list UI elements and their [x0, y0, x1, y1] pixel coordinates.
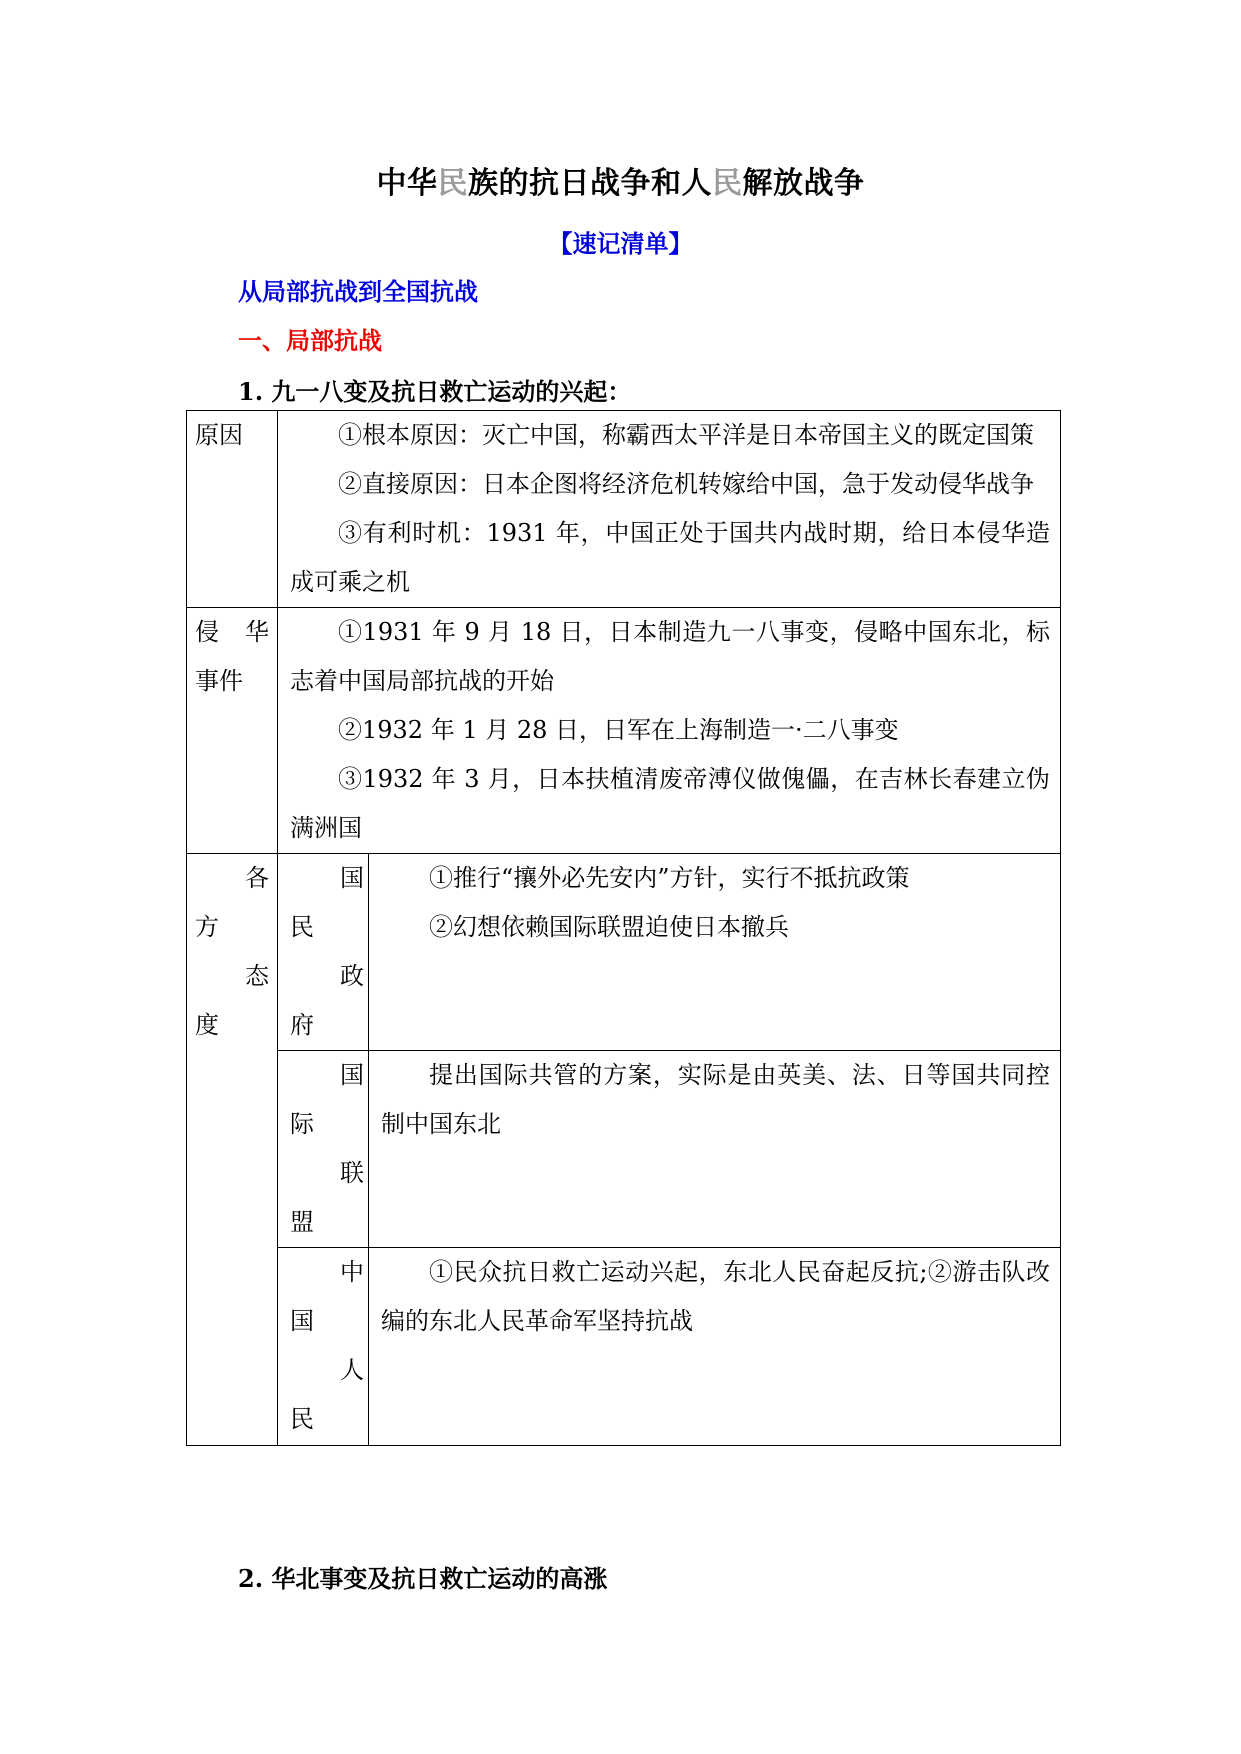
attitudes-label: 各 方 态 度	[187, 854, 278, 1446]
cause-label: 原因	[187, 411, 278, 608]
event-item: ③1932 年 3 月，日本扶植清废帝溥仪做傀儡，在吉林长春建立伪满洲国	[290, 765, 1050, 842]
events-label: 侵华 事件	[187, 608, 278, 854]
government-item: ①推行“攘外必先安内”方针，实行不抵抗政策	[429, 864, 910, 892]
government-label: 国 民 政 府	[278, 854, 369, 1051]
table-row-events	[187, 608, 1061, 854]
subsection-heading-1: 1. 九一八变及抗日救亡运动的兴起：	[238, 377, 632, 406]
table-row-people	[187, 1248, 1061, 1446]
table-row-government	[187, 854, 1061, 1051]
cause-item: ③有利时机：1931 年，中国正处于国共内战时期，给日本侵华造成可乘之机	[290, 519, 1050, 596]
government-item: ②幻想依赖国际联盟迫使日本撤兵	[429, 913, 789, 941]
people-label: 中 国 人 民	[278, 1248, 369, 1446]
document-title: 中华民族的抗日战争和人民解放战争	[376, 166, 865, 201]
league-content: 提出国际共管的方案，实际是由英美、法、日等国共同控制中国东北	[369, 1051, 1061, 1248]
summary-table	[186, 410, 1061, 1446]
event-item: ①1931 年 9 月 18 日，日本制造九一八事变，侵略中国东北，标志着中国局部抗战的开始	[290, 618, 1050, 695]
event-item: ②1932 年 1 月 28 日，日军在上海制造一·二八事变	[338, 716, 899, 744]
people-content: ①民众抗日救亡运动兴起，东北人民奋起反抗;②游击队改编的东北人民革命军坚持抗战	[369, 1248, 1061, 1446]
section-heading-red: 一、局部抗战	[238, 326, 382, 355]
government-content	[369, 854, 1061, 1051]
cause-item: ②直接原因：日本企图将经济危机转嫁给中国，急于发动侵华战争	[338, 470, 1034, 498]
table-row-league	[187, 1051, 1061, 1248]
league-label: 国 际 联 盟	[278, 1051, 369, 1248]
section-heading-blue: 从局部抗战到全国抗战	[238, 277, 478, 306]
events-content	[278, 608, 1061, 854]
cause-content	[278, 411, 1061, 608]
subsection-heading-2: 2. 华北事变及抗日救亡运动的高涨	[238, 1564, 608, 1593]
document-subtitle: 【速记清单】	[548, 229, 693, 258]
cause-item: ①根本原因：灭亡中国，称霸西太平洋是日本帝国主义的既定国策	[338, 421, 1034, 449]
table-row-cause	[187, 411, 1061, 608]
